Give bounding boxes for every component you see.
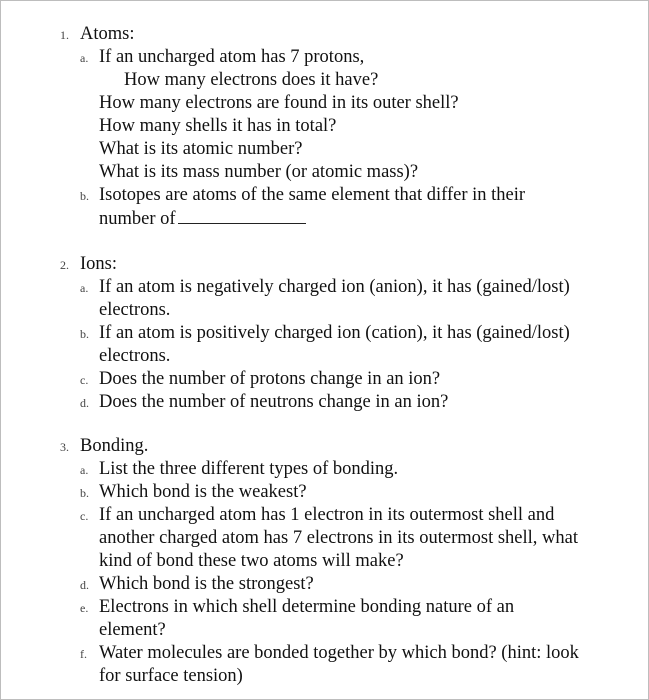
question-line: Which bond is the strongest? — [99, 574, 314, 594]
question-line: Which bond is the weakest? — [99, 482, 307, 502]
item-letter: b. — [80, 189, 89, 203]
item-letter: d. — [80, 396, 89, 410]
section-number: 1. — [60, 28, 69, 42]
question-line: Electrons in which shell determine bonding nature of an — [99, 597, 515, 617]
question-line-text: number of — [99, 209, 176, 229]
question-line: What is its mass number (or atomic mass)? — [99, 162, 419, 182]
question-line: If an uncharged atom has 1 electron in its outermost shell and — [99, 505, 555, 525]
item-letter: a. — [80, 281, 89, 295]
question-line: Does the number of neutrons change in an ion? — [99, 392, 449, 412]
question-line: How many electrons are found in its outer shell? — [99, 93, 459, 113]
section-number: 2. — [60, 258, 69, 272]
question-line: How many electrons does it have? — [124, 70, 379, 90]
question-line: How many shells it has in total? — [99, 116, 337, 136]
question-line: another charged atom has 7 electrons in its outermost shell, what — [99, 528, 578, 548]
question-line: for surface tension) — [99, 666, 243, 686]
item-letter: e. — [80, 601, 89, 615]
question-line: kind of bond these two atoms will make? — [99, 551, 404, 571]
section-title: Ions: — [80, 254, 117, 274]
section-title: Bonding. — [80, 436, 149, 456]
item-letter: f. — [80, 647, 87, 661]
question-line: If an atom is positively charged ion (cation), it has (gained/lost) — [99, 323, 570, 343]
question-line: electrons. — [99, 346, 171, 366]
item-letter: d. — [80, 578, 89, 592]
question-line-with-blank — [99, 207, 306, 231]
section-number: 3. — [60, 440, 69, 454]
question-line: Water molecules are bonded together by which bond? (hint: look — [99, 643, 579, 663]
question-line: If an atom is negatively charged ion (anion), it has (gained/lost) — [99, 277, 570, 297]
question-line: element? — [99, 620, 166, 640]
question-line: List the three different types of bonding. — [99, 459, 399, 479]
item-letter: c. — [80, 509, 89, 523]
item-letter: b. — [80, 327, 89, 341]
section-title: Atoms: — [80, 24, 135, 44]
question-line: What is its atomic number? — [99, 139, 303, 159]
item-letter: a. — [80, 463, 89, 477]
question-line: electrons. — [99, 300, 171, 320]
item-letter: c. — [80, 373, 89, 387]
answer-blank — [178, 207, 306, 224]
item-letter: b. — [80, 486, 89, 500]
question-line: Isotopes are atoms of the same element that differ in their — [99, 185, 526, 205]
item-letter: a. — [80, 51, 89, 65]
question-line: If an uncharged atom has 7 protons, — [99, 47, 365, 67]
question-line: Does the number of protons change in an ion? — [99, 369, 441, 389]
